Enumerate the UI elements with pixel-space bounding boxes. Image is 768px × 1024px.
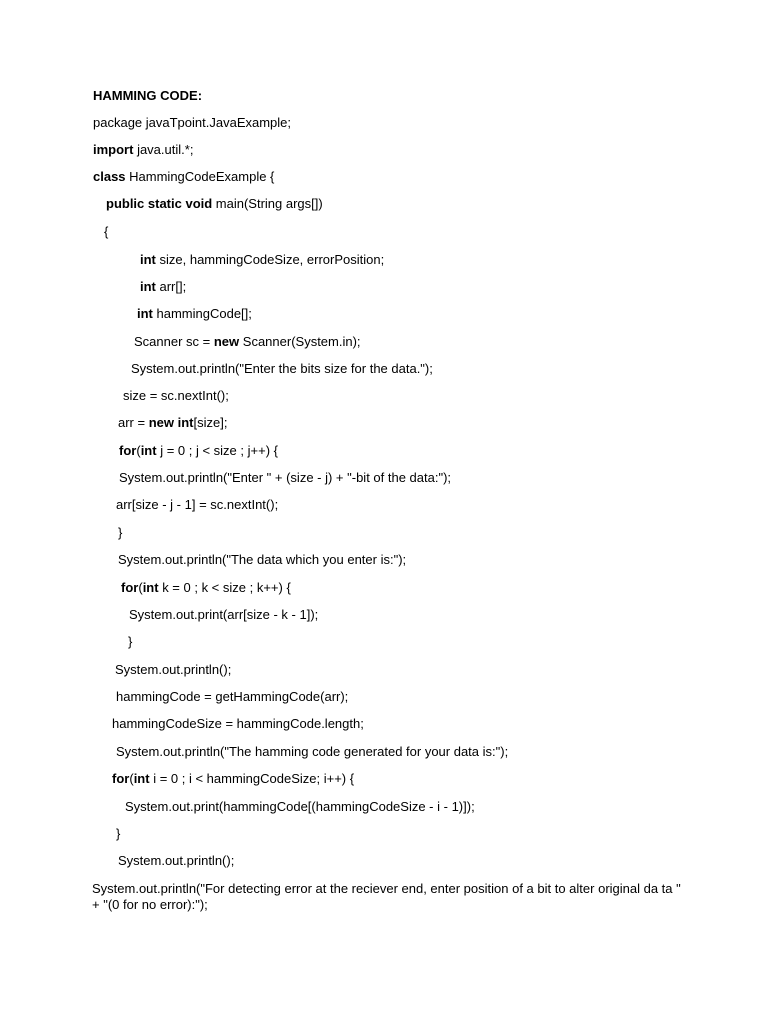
code-text: arr[size - j - 1] = sc.nextInt(); <box>116 497 279 512</box>
code-keyword: int <box>140 443 157 458</box>
code-keyword: int <box>133 771 150 786</box>
code-line <box>137 306 252 322</box>
code-line <box>106 196 323 212</box>
code-line <box>112 716 364 732</box>
code-line <box>118 552 406 568</box>
code-keyword: for <box>121 580 139 595</box>
code-text: hammingCode[]; <box>152 306 252 321</box>
code-line <box>92 881 682 913</box>
code-line <box>93 115 291 131</box>
code-line <box>119 470 451 486</box>
code-line <box>125 799 475 815</box>
code-text: i = 0 ; i < hammingCodeSize; i++) { <box>149 771 355 786</box>
code-line <box>116 497 278 513</box>
code-text: System.out.print(hammingCode[(hammingCodeSize - i - 1)]); <box>125 799 475 814</box>
code-text: package javaTpoint.JavaExample; <box>93 115 292 130</box>
code-keyword: new <box>213 334 240 349</box>
code-text: System.out.println("Enter " + (size - j) + "-bit of the data:"); <box>119 470 452 485</box>
code-line <box>140 279 186 295</box>
code-text: Scanner sc = <box>134 334 214 349</box>
code-line <box>118 525 122 541</box>
code-keyword: int <box>142 580 159 595</box>
code-text: System.out.println("The data which you enter is:"); <box>118 552 407 567</box>
code-keyword: new int <box>148 415 194 430</box>
code-text: size = sc.nextInt(); <box>123 388 229 403</box>
code-line <box>121 580 291 596</box>
code-text: { <box>104 224 109 239</box>
code-text: ( <box>129 771 134 786</box>
code-line <box>118 415 227 431</box>
code-keyword: public static void <box>106 196 213 211</box>
code-text: hammingCode = getHammingCode(arr); <box>116 689 349 704</box>
code-keyword: class <box>93 169 126 184</box>
code-line <box>104 224 108 240</box>
code-text: } <box>116 826 121 841</box>
code-line <box>123 388 229 404</box>
code-keyword: int <box>137 306 153 321</box>
code-line <box>112 771 354 787</box>
code-keyword: int <box>140 252 156 267</box>
code-text: ( <box>136 443 141 458</box>
code-text: System.out.println(); <box>115 662 232 677</box>
code-keyword: for <box>112 771 130 786</box>
code-line <box>93 169 274 185</box>
code-line <box>93 142 193 158</box>
code-text: java.util.*; <box>133 142 194 157</box>
code-line <box>116 744 508 760</box>
code-line <box>131 361 433 377</box>
code-text: arr[]; <box>155 279 187 294</box>
code-text: j = 0 ; j < size ; j++) { <box>156 443 278 458</box>
code-text: size, hammingCodeSize, errorPosition; <box>155 252 385 267</box>
code-line <box>128 634 132 650</box>
code-text: [size]; <box>193 415 228 430</box>
document-heading: HAMMING CODE: <box>93 88 203 103</box>
code-line <box>140 252 384 268</box>
code-text: main(String args[]) <box>212 196 323 211</box>
code-line <box>129 607 318 623</box>
code-text: } <box>118 525 123 540</box>
code-line <box>116 689 348 705</box>
code-text: Scanner(System.in); <box>239 334 361 349</box>
code-keyword: import <box>93 142 134 157</box>
code-keyword: int <box>140 279 156 294</box>
code-text: ( <box>138 580 143 595</box>
code-line <box>118 853 234 869</box>
code-text: hammingCodeSize = hammingCode.length; <box>112 716 364 731</box>
code-text: HammingCodeExample { <box>125 169 275 184</box>
code-text: System.out.println("The hamming code generated for your data is:"); <box>116 744 509 759</box>
code-line <box>116 826 120 842</box>
code-text: System.out.print(arr[size - k - 1]); <box>129 607 319 622</box>
code-text: System.out.println("For detecting error at the reciever end, enter position of a bit to alter original da ta " + "(0 for no error):"); <box>92 881 681 912</box>
code-text: k = 0 ; k < size ; k++) { <box>158 580 291 595</box>
code-line <box>119 443 278 459</box>
code-text: } <box>128 634 133 649</box>
code-keyword: for <box>119 443 137 458</box>
code-line <box>134 334 361 350</box>
code-text: arr = <box>118 415 149 430</box>
code-line <box>115 662 231 678</box>
code-text: System.out.println(); <box>118 853 235 868</box>
code-text: System.out.println("Enter the bits size for the data."); <box>131 361 433 376</box>
